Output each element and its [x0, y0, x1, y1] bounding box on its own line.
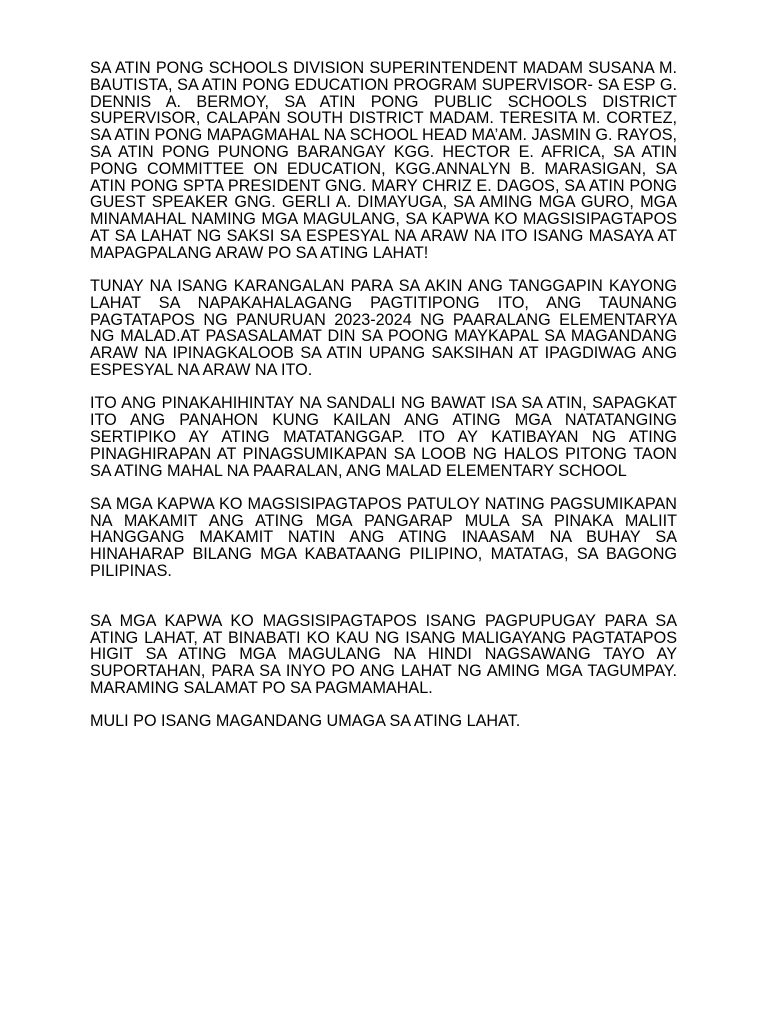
closing-line: MULI PO ISANG MAGANDANG UMAGA SA ATING LAHAT. — [90, 712, 521, 731]
speech-document — [90, 60, 677, 730]
honor-paragraph: TUNAY NA ISANG KARANGALAN PARA SA AKIN ANG TANGGAPIN KAYONG LAHAT SA NAPAKAHALAGANG PAGTITIPONG ITO, ANG TAUNANG PAGTATAPOS NG PANURUAN 2023-2024 NG PAARALANG ELEMENTARYA NG MALAD.AT PASASALAMAT DIN SA POONG MAYKAPAL SA MAGANDANG ARAW NA IPINAGKALOOB SA ATIN UPANG SAKSIHAN AT IPAGDIWAG ANG ESPESYAL NA ARAW NA ITO. — [90, 277, 677, 380]
graduates-encouragement-paragraph: SA MGA KAPWA KO MAGSISIPAGTAPOS PATULOY NATING PAGSUMIKAPAN NA MAKAMIT ANG ATING MGA PANGARAP MULA SA PINAKA MALIIT HANGGANG MAKAMIT NATIN ANG ATING INAASAM NA BUHAY SA HINAHARAP BILANG MGA KABATAANG PILIPINO, MATATAG, SA BAGONG PILIPINAS. — [90, 494, 677, 581]
congratulations-paragraph: SA MGA KAPWA KO MAGSISIPAGTAPOS ISANG PAGPUPUGAY PARA SA ATING LAHAT, AT BINABATI KO KAU NG ISANG MALIGAYANG PAGTATAPOS HIGIT SA ATING MGA MAGULANG NA HINDI NAGSAWANG TAYO AY SUPORTAHAN, PARA SA INYO PO ANG LAHAT NG AMING MGA TAGUMPAY. MARAMING SALAMAT PO SA PAGMAMAHAL. — [90, 611, 677, 697]
awaited-moment-paragraph: ITO ANG PINAKAHIHINTAY NA SANDALI NG BAWAT ISA SA ATIN, SAPAGKAT ITO ANG PANAHON KUNG KAILAN ANG ATING MGA NATATANGING SERTIPIKO AY ATING MATATANGGAP. ITO AY KATIBAYAN NG ATING PINAGHIRAPAN AT PINAGSUMIKAPAN SA LOOB NG HALOS PITONG TAON SA ATING MAHAL NA PAARALAN, ANG MALAD ELEMENTARY SCHOOL — [90, 394, 677, 480]
greeting-paragraph: SA ATIN PONG SCHOOLS DIVISION SUPERINTENDENT MADAM SUSANA M. BAUTISTA, SA ATIN PONG EDUCATION PROGRAM SUPERVISOR- SA ESP G. DENNIS A. BERMOY, SA ATIN PONG PUBLIC SCHOOLS DISTRICT SUPERVISOR, CALAPAN SOUTH DISTRICT MADAM. TERESITA M. CORTEZ, SA ATIN PONG MAPAGMAHAL NA SCHOOL HEAD MA’AM. JASMIN G. RAYOS, SA ATIN PONG PUNONG BARANGAY KGG. HECTOR E. AFRICA, SA ATIN PONG COMMITTEE ON EDUCATION, KGG.ANNALYN B. MARASIGAN, SA ATIN PONG SPTA PRESIDENT GNG. MARY CHRIZ E. DAGOS, SA ATIN PONG GUEST SPEAKER GNG. GERLI A. DIMAYUGA, SA AMING MGA GURO, MGA MINAMAHAL NAMING MGA MAGULANG, SA KAPWA KO MAGSISIPAGTAPOS AT SA LAHAT NG SAKSI SA ESPESYAL NA ARAW NA ITO ISANG MASAYA AT MAPAGPALANG ARAW PO SA ATING LAHAT! — [90, 59, 677, 262]
